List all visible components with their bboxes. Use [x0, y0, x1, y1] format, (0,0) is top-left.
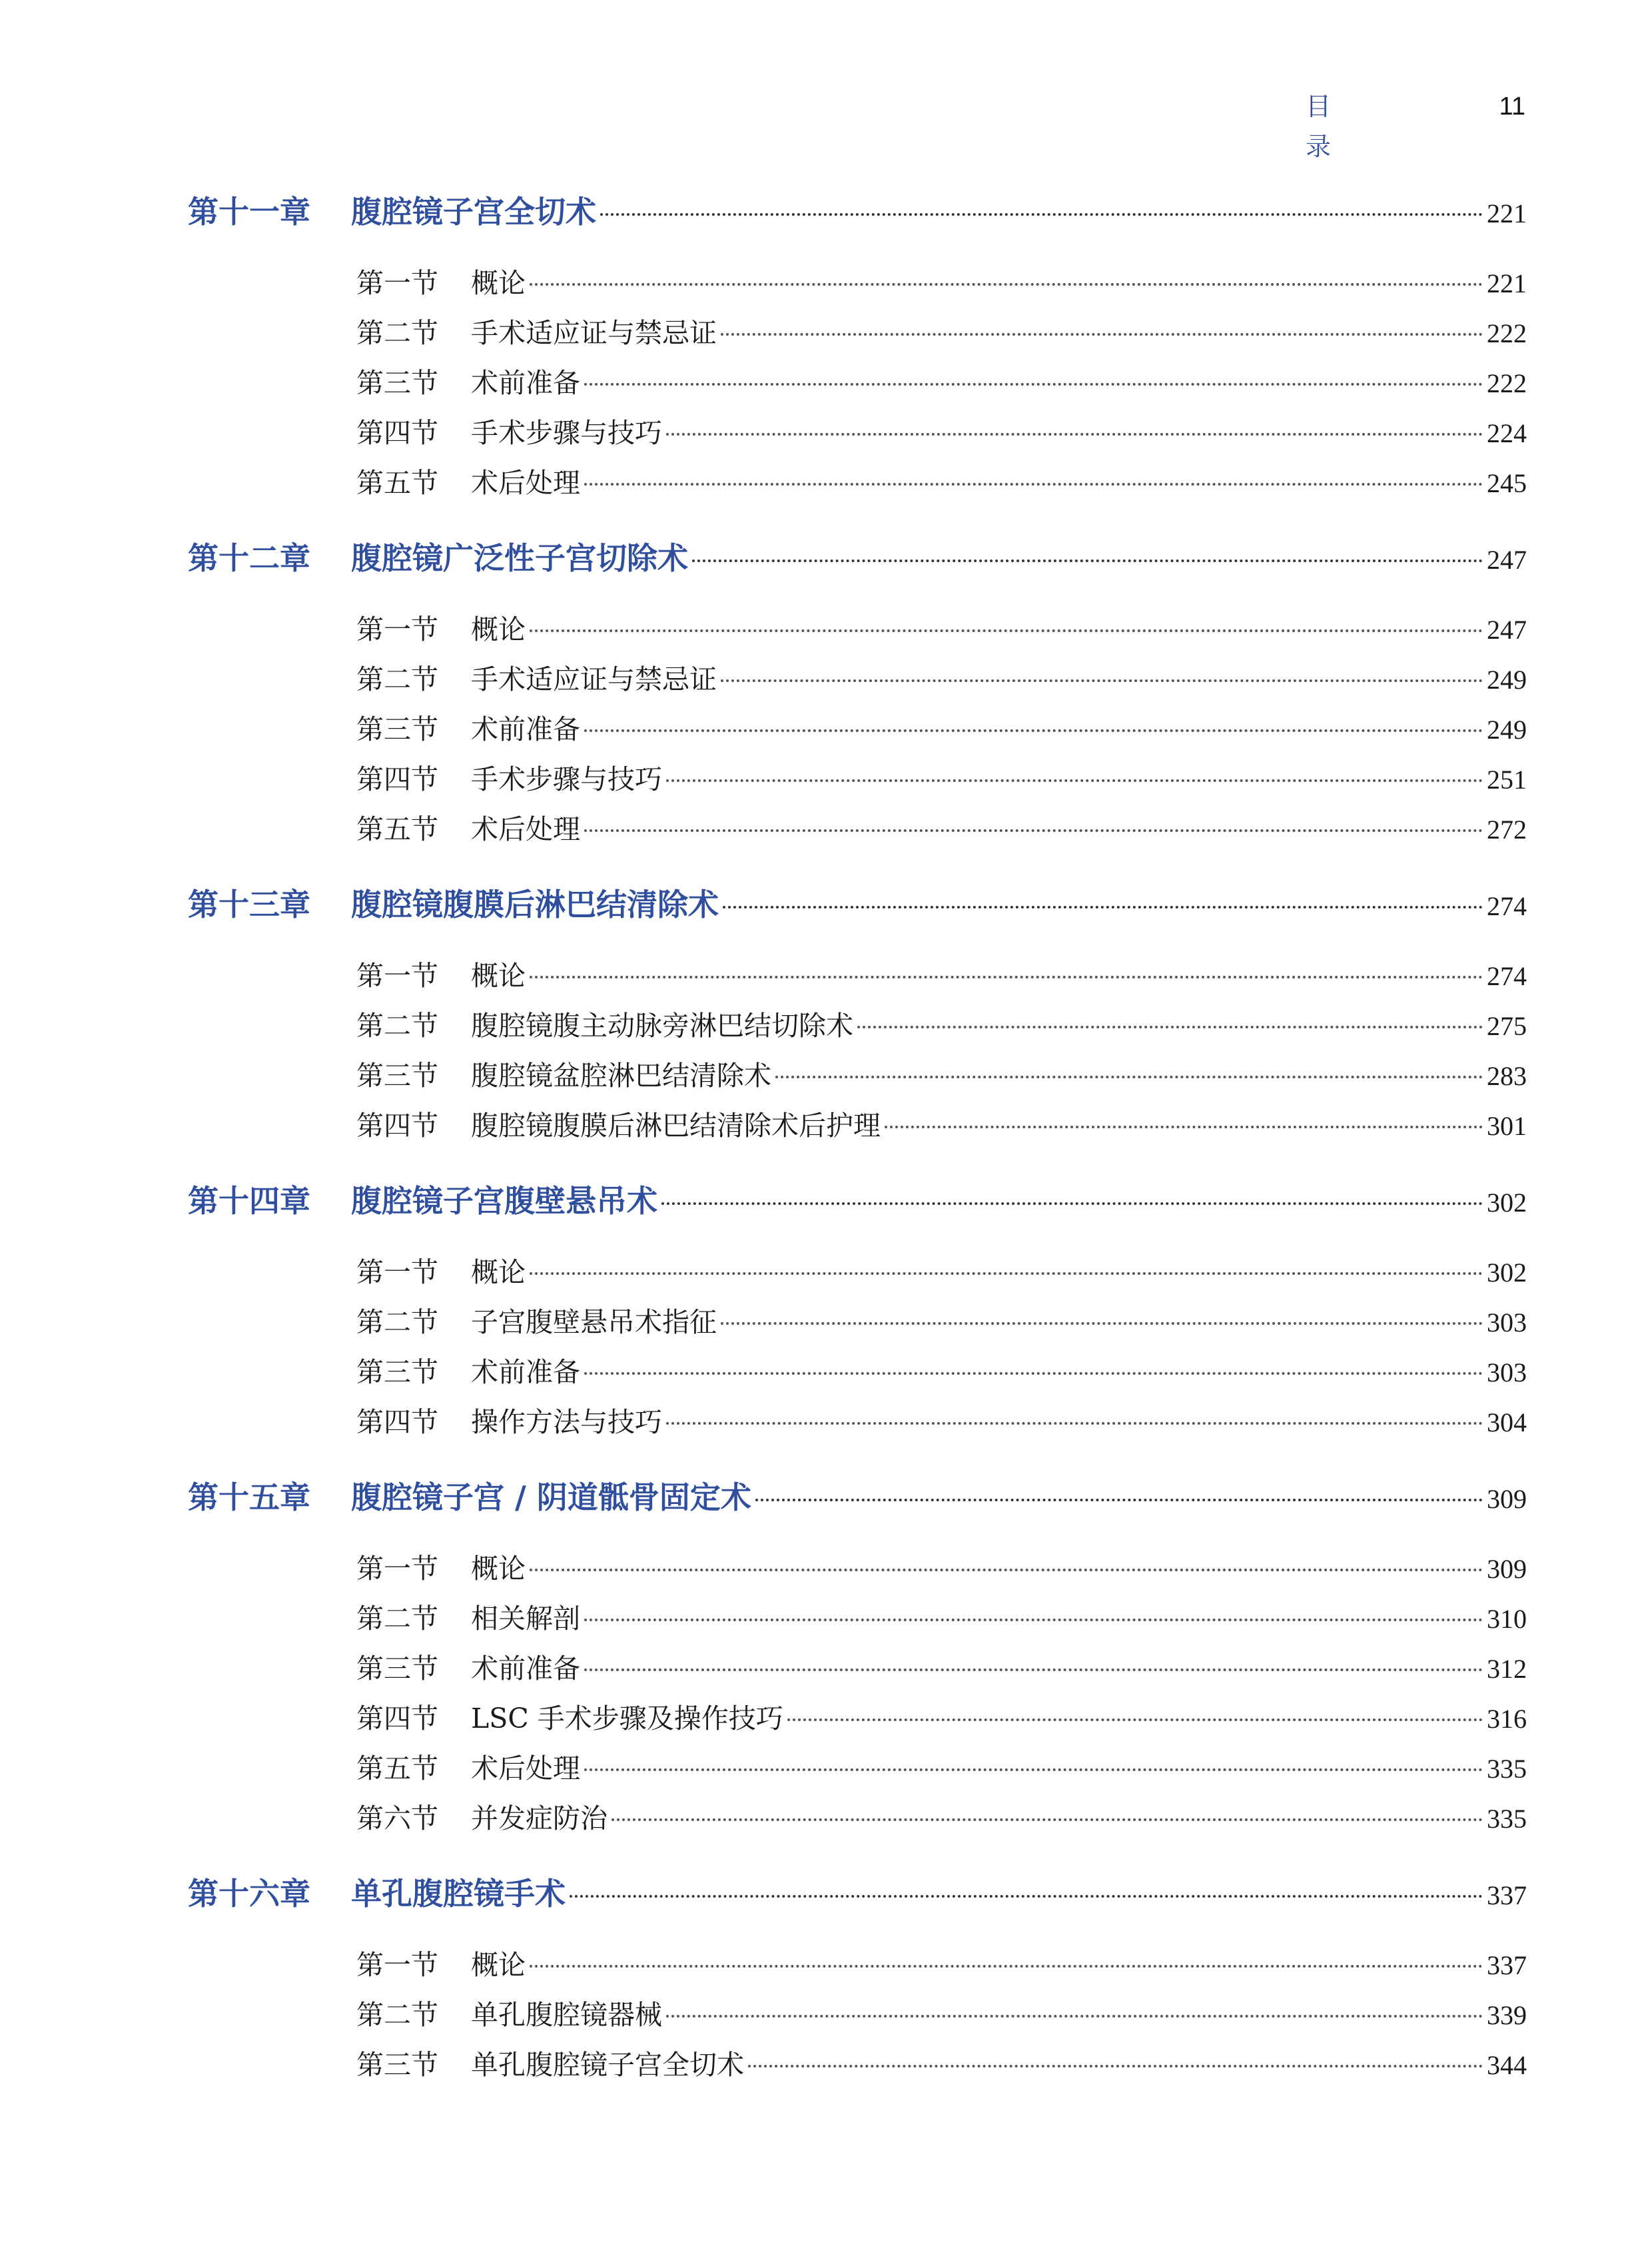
- section-page-number: 316: [1487, 1704, 1527, 1734]
- section-number: 第二节: [356, 1010, 438, 1042]
- toc-chapter-entry[interactable]: [188, 881, 1527, 927]
- section-title: 概论: [471, 267, 526, 299]
- section-page-number: 335: [1487, 1804, 1527, 1834]
- section-number: 第四节: [356, 1110, 438, 1142]
- toc-chapter-entry[interactable]: [188, 1177, 1527, 1224]
- chapter-page-number: 274: [1487, 891, 1527, 921]
- section-title: 术前准备: [471, 1356, 580, 1388]
- section-title: 子宫腹壁悬吊术指征: [471, 1306, 717, 1338]
- section-page-number: 249: [1487, 665, 1527, 695]
- toc-chapter-entry[interactable]: [188, 188, 1527, 234]
- section-number: 第四节: [356, 417, 438, 449]
- toc-section-entry[interactable]: [356, 807, 1527, 847]
- running-header-title: 目 录: [1306, 92, 1356, 161]
- section-title: 术前准备: [471, 1653, 580, 1684]
- dot-leader: [721, 333, 1483, 336]
- chapter-number: 第十四章: [188, 1183, 310, 1219]
- chapter-title: 腹腔镜子宫腹壁悬吊术: [351, 1183, 657, 1219]
- section-number: 第三节: [356, 1356, 438, 1388]
- dot-leader: [748, 2065, 1483, 2067]
- toc-section-entry[interactable]: [356, 1350, 1527, 1390]
- toc-section-entry[interactable]: [356, 1993, 1527, 2033]
- section-page-number: 224: [1487, 418, 1527, 448]
- dot-leader: [530, 629, 1483, 632]
- chapter-title: 腹腔镜广泛性子宫切除术: [351, 540, 688, 576]
- toc-section-entry[interactable]: [356, 1004, 1527, 1044]
- section-title: 手术适应证与禁忌证: [471, 317, 717, 349]
- toc-section-entry[interactable]: [356, 1647, 1527, 1686]
- dot-leader: [723, 906, 1483, 909]
- dot-leader: [661, 1202, 1483, 1205]
- toc-section-entry[interactable]: [356, 311, 1527, 351]
- section-title: 概论: [471, 1553, 526, 1585]
- section-page-number: 310: [1487, 1604, 1527, 1634]
- toc-section-entry[interactable]: [356, 1943, 1527, 1983]
- section-number: 第一节: [356, 613, 438, 645]
- dot-leader: [612, 1818, 1483, 1821]
- chapter-page-number: 302: [1487, 1188, 1527, 1218]
- dot-leader: [584, 829, 1483, 832]
- toc-section-entry[interactable]: [356, 657, 1527, 697]
- section-title: 手术步骤与技巧: [471, 417, 662, 449]
- chapter-title: 腹腔镜腹膜后淋巴结清除术: [351, 887, 719, 923]
- section-number: 第二节: [356, 1306, 438, 1338]
- dot-leader: [787, 1718, 1483, 1721]
- toc-section-entry[interactable]: [356, 607, 1527, 647]
- chapter-page-number: 337: [1487, 1880, 1527, 1910]
- section-page-number: 344: [1487, 2050, 1527, 2080]
- chapter-title: 腹腔镜子宫 / 阴道骶骨固定术: [351, 1479, 751, 1515]
- section-title: 术后处理: [471, 813, 580, 845]
- section-number: 第五节: [356, 813, 438, 845]
- section-page-number: 222: [1487, 368, 1527, 398]
- section-page-number: 274: [1487, 961, 1527, 991]
- dot-leader: [584, 1619, 1483, 1621]
- chapter-title: 单孔腹腔镜手术: [351, 1876, 566, 1912]
- section-number: 第一节: [356, 1256, 438, 1288]
- dot-leader: [584, 483, 1483, 486]
- section-page-number: 251: [1487, 765, 1527, 795]
- chapter-number: 第十三章: [188, 887, 310, 923]
- chapter-number: 第十一章: [188, 194, 310, 230]
- section-title: 腹腔镜腹主动脉旁淋巴结切除术: [471, 1010, 853, 1042]
- toc-section-entry[interactable]: [356, 1796, 1527, 1836]
- section-title: 腹腔镜盆腔淋巴结清除术: [471, 1060, 771, 1092]
- toc-section-entry[interactable]: [356, 1250, 1527, 1290]
- section-number: 第一节: [356, 1949, 438, 1981]
- toc-chapter-entry[interactable]: [188, 534, 1527, 581]
- section-title: LSC 手术步骤及操作技巧: [471, 1702, 783, 1734]
- chapter-page-number: 247: [1487, 545, 1527, 575]
- running-header-page-number: 11: [1499, 93, 1525, 121]
- section-page-number: 339: [1487, 2000, 1527, 2030]
- dot-leader: [584, 1372, 1483, 1375]
- dot-leader: [755, 1499, 1483, 1501]
- section-page-number: 272: [1487, 815, 1527, 845]
- dot-leader: [530, 283, 1483, 286]
- section-number: 第一节: [356, 960, 438, 992]
- dot-leader: [530, 1569, 1483, 1571]
- dot-leader: [666, 779, 1483, 782]
- section-title: 手术适应证与禁忌证: [471, 663, 717, 695]
- section-page-number: 301: [1487, 1111, 1527, 1141]
- section-title: 术前准备: [471, 713, 580, 745]
- section-page-number: 303: [1487, 1308, 1527, 1337]
- section-title: 概论: [471, 960, 526, 992]
- section-title: 术后处理: [471, 467, 580, 499]
- section-page-number: 283: [1487, 1061, 1527, 1091]
- toc-section-entry[interactable]: [356, 1547, 1527, 1587]
- section-number: 第四节: [356, 763, 438, 795]
- chapter-page-number: 221: [1487, 198, 1527, 228]
- section-title: 术后处理: [471, 1752, 580, 1784]
- section-page-number: 312: [1487, 1654, 1527, 1684]
- toc-section-entry[interactable]: [356, 954, 1527, 994]
- dot-leader: [885, 1126, 1483, 1128]
- toc-section-entry[interactable]: [356, 1597, 1527, 1637]
- toc-section-entry[interactable]: [356, 261, 1527, 301]
- toc-section-entry[interactable]: [356, 1400, 1527, 1440]
- chapter-title: 腹腔镜子宫全切术: [351, 194, 596, 230]
- section-page-number: 309: [1487, 1554, 1527, 1584]
- toc-section-entry[interactable]: [356, 707, 1527, 747]
- toc-section-entry[interactable]: [356, 361, 1527, 401]
- section-number: 第二节: [356, 1999, 438, 2031]
- section-page-number: 221: [1487, 268, 1527, 298]
- section-number: 第五节: [356, 1752, 438, 1784]
- section-page-number: 303: [1487, 1357, 1527, 1387]
- section-page-number: 245: [1487, 468, 1527, 498]
- chapter-page-number: 309: [1487, 1484, 1527, 1514]
- dot-leader: [530, 1965, 1483, 1968]
- toc-section-entry[interactable]: [356, 411, 1527, 451]
- section-number: 第三节: [356, 367, 438, 399]
- toc-section-entry[interactable]: [356, 757, 1527, 797]
- toc-section-entry[interactable]: [356, 1746, 1527, 1786]
- section-number: 第一节: [356, 267, 438, 299]
- section-title: 并发症防治: [471, 1802, 608, 1834]
- section-title: 术前准备: [471, 367, 580, 399]
- section-number: 第二节: [356, 317, 438, 349]
- dot-leader: [530, 1272, 1483, 1275]
- section-title: 概论: [471, 1256, 526, 1288]
- section-title: 概论: [471, 1949, 526, 1981]
- dot-leader: [570, 1895, 1483, 1898]
- section-page-number: 335: [1487, 1754, 1527, 1784]
- toc-chapter-entry[interactable]: [188, 1473, 1527, 1520]
- dot-leader: [666, 433, 1483, 436]
- section-number: 第四节: [356, 1406, 438, 1438]
- dot-leader: [692, 560, 1483, 562]
- section-number: 第五节: [356, 467, 438, 499]
- toc-section-entry[interactable]: [356, 1104, 1527, 1144]
- dot-leader: [857, 1026, 1483, 1028]
- section-title: 概论: [471, 613, 526, 645]
- section-title: 手术步骤与技巧: [471, 763, 662, 795]
- dot-leader: [775, 1076, 1483, 1078]
- dot-leader: [600, 213, 1483, 216]
- section-number: 第六节: [356, 1802, 438, 1834]
- section-page-number: 304: [1487, 1407, 1527, 1437]
- section-page-number: 222: [1487, 318, 1527, 348]
- toc-section-entry[interactable]: [356, 461, 1527, 501]
- section-number: 第三节: [356, 1653, 438, 1684]
- section-title: 操作方法与技巧: [471, 1406, 662, 1438]
- toc-section-entry[interactable]: [356, 2043, 1527, 2083]
- section-number: 第一节: [356, 1553, 438, 1585]
- dot-leader: [721, 1322, 1483, 1325]
- section-title: 单孔腹腔镜器械: [471, 1999, 662, 2031]
- dot-leader: [666, 1422, 1483, 1425]
- section-number: 第四节: [356, 1702, 438, 1734]
- dot-leader: [721, 679, 1483, 682]
- section-title: 单孔腹腔镜子宫全切术: [471, 2049, 744, 2081]
- section-page-number: 302: [1487, 1258, 1527, 1288]
- section-number: 第三节: [356, 2049, 438, 2081]
- toc-section-entry[interactable]: [356, 1696, 1527, 1736]
- dot-leader: [584, 383, 1483, 386]
- section-number: 第二节: [356, 663, 438, 695]
- chapter-number: 第十六章: [188, 1876, 310, 1912]
- dot-leader: [584, 1669, 1483, 1671]
- dot-leader: [666, 2015, 1483, 2018]
- dot-leader: [584, 729, 1483, 732]
- section-page-number: 247: [1487, 615, 1527, 645]
- toc-chapter-entry[interactable]: [188, 1870, 1527, 1916]
- section-title: 腹腔镜腹膜后淋巴结清除术后护理: [471, 1110, 881, 1142]
- chapter-number: 第十二章: [188, 540, 310, 576]
- section-page-number: 275: [1487, 1011, 1527, 1041]
- section-number: 第三节: [356, 713, 438, 745]
- section-page-number: 249: [1487, 715, 1527, 745]
- section-title: 相关解剖: [471, 1603, 580, 1635]
- toc-section-entry[interactable]: [356, 1054, 1527, 1094]
- chapter-number: 第十五章: [188, 1479, 310, 1515]
- toc-section-entry[interactable]: [356, 1300, 1527, 1340]
- dot-leader: [584, 1768, 1483, 1771]
- dot-leader: [530, 976, 1483, 978]
- section-page-number: 337: [1487, 1950, 1527, 1980]
- section-number: 第三节: [356, 1060, 438, 1092]
- section-number: 第二节: [356, 1603, 438, 1635]
